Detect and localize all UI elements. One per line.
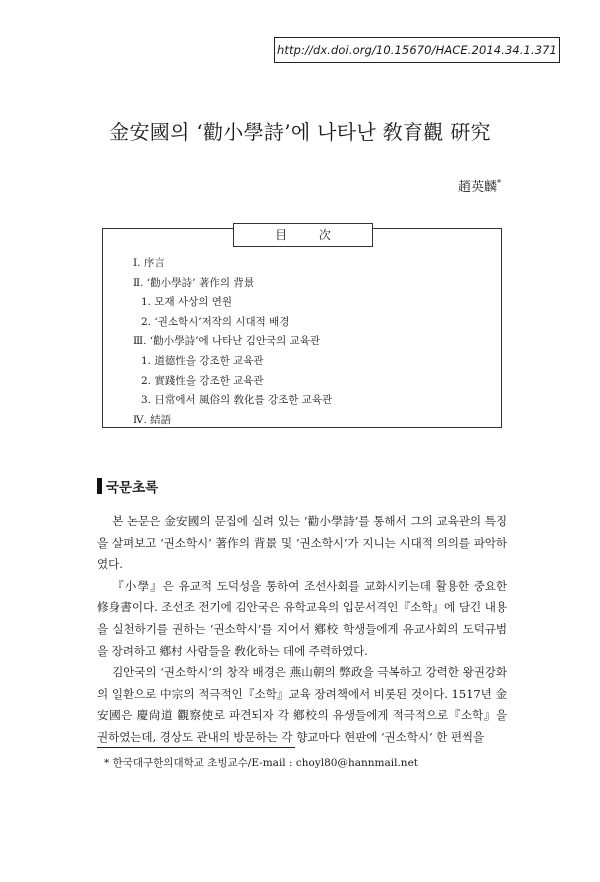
abstract-paragraph: 『小學』은 유교적 도덕성을 통하여 조선사회를 교화시키는데 활용한 중요한 修身書이다. 조선조 전기에 김안국은 유학교육의 입문서격인『소학』에 담긴 내용을 실천하기를 권하는 ‘권소학시’를 지어서 鄕校 학생들에게 유교사회의 도덕규범을 장려하고 鄕村 사람들을 敎化하는 데에 주력하였다. <box>97 578 507 658</box>
abstract-body <box>97 511 507 749</box>
footnote-divider <box>97 747 295 748</box>
toc-item: Ⅱ. ‘勸小學詩’ 著作의 背景 <box>133 276 255 289</box>
toc-item: Ⅳ. 結語 <box>133 413 172 426</box>
toc-subitem: 1. 모재 사상의 연원 <box>141 296 233 309</box>
toc-list <box>103 254 501 430</box>
author-footnote-mark: * <box>497 178 502 188</box>
footnote: * 한국대구한의대학교 초빙교수/E-mail : choyl80@hannmail.net <box>104 757 419 769</box>
abstract-heading <box>97 477 158 495</box>
abstract-heading-label: 국문초록 <box>106 480 159 496</box>
toc-item: Ⅲ. ‘勸小學詩’에 나타난 김안국의 교육관 <box>133 335 321 348</box>
author <box>458 176 501 195</box>
toc-subitem: 3. 日常에서 風俗의 敎化를 강조한 교육관 <box>141 394 333 407</box>
toc-item: Ⅰ. 序言 <box>133 257 165 269</box>
toc-subitem: 2. 實踐性을 강조한 교육관 <box>141 374 264 387</box>
table-of-contents <box>102 228 502 428</box>
abstract-paragraph: 본 논문은 金安國의 문집에 실려 있는 ‘勸小學詩’를 통해서 그의 교육관의 특징을 살펴보고 ‘권소학시’ 著作의 背景 및 ‘권소학시’가 지니는 시대적 의의를 파악하였다. <box>97 514 507 572</box>
doi-link[interactable]: http://dx.doi.org/10.15670/HACE.2014.34.1.371 <box>274 37 560 63</box>
section-marker <box>97 478 102 494</box>
toc-subitem: 1. 道德性을 강조한 교육관 <box>141 354 264 367</box>
abstract-paragraph: 김안국의 ‘권소학시’의 창작 배경은 燕山朝의 弊政을 극복하고 강력한 왕권강화의 일환으로 中宗의 적극적인『소학』교육 장려책에서 비롯된 것이다. 1517년 金安國은 慶尙道 觀察使로 파견되자 각 鄕校의 유생들에게 적극적으로『소학』을 권하였는데, 경상도 관내의 방문하는 각 향교마다 현판에 ‘권소학시’ 한 편씩을 <box>97 665 507 744</box>
paper-title: 金安國의 ‘勸小學詩’에 나타난 敎育觀 硏究 <box>109 120 491 144</box>
toc-subitem: 2. ‘권소학시’저작의 시대적 배경 <box>141 315 290 328</box>
author-name: 趙英麟 <box>458 180 498 195</box>
toc-heading: 目 次 <box>233 223 373 247</box>
